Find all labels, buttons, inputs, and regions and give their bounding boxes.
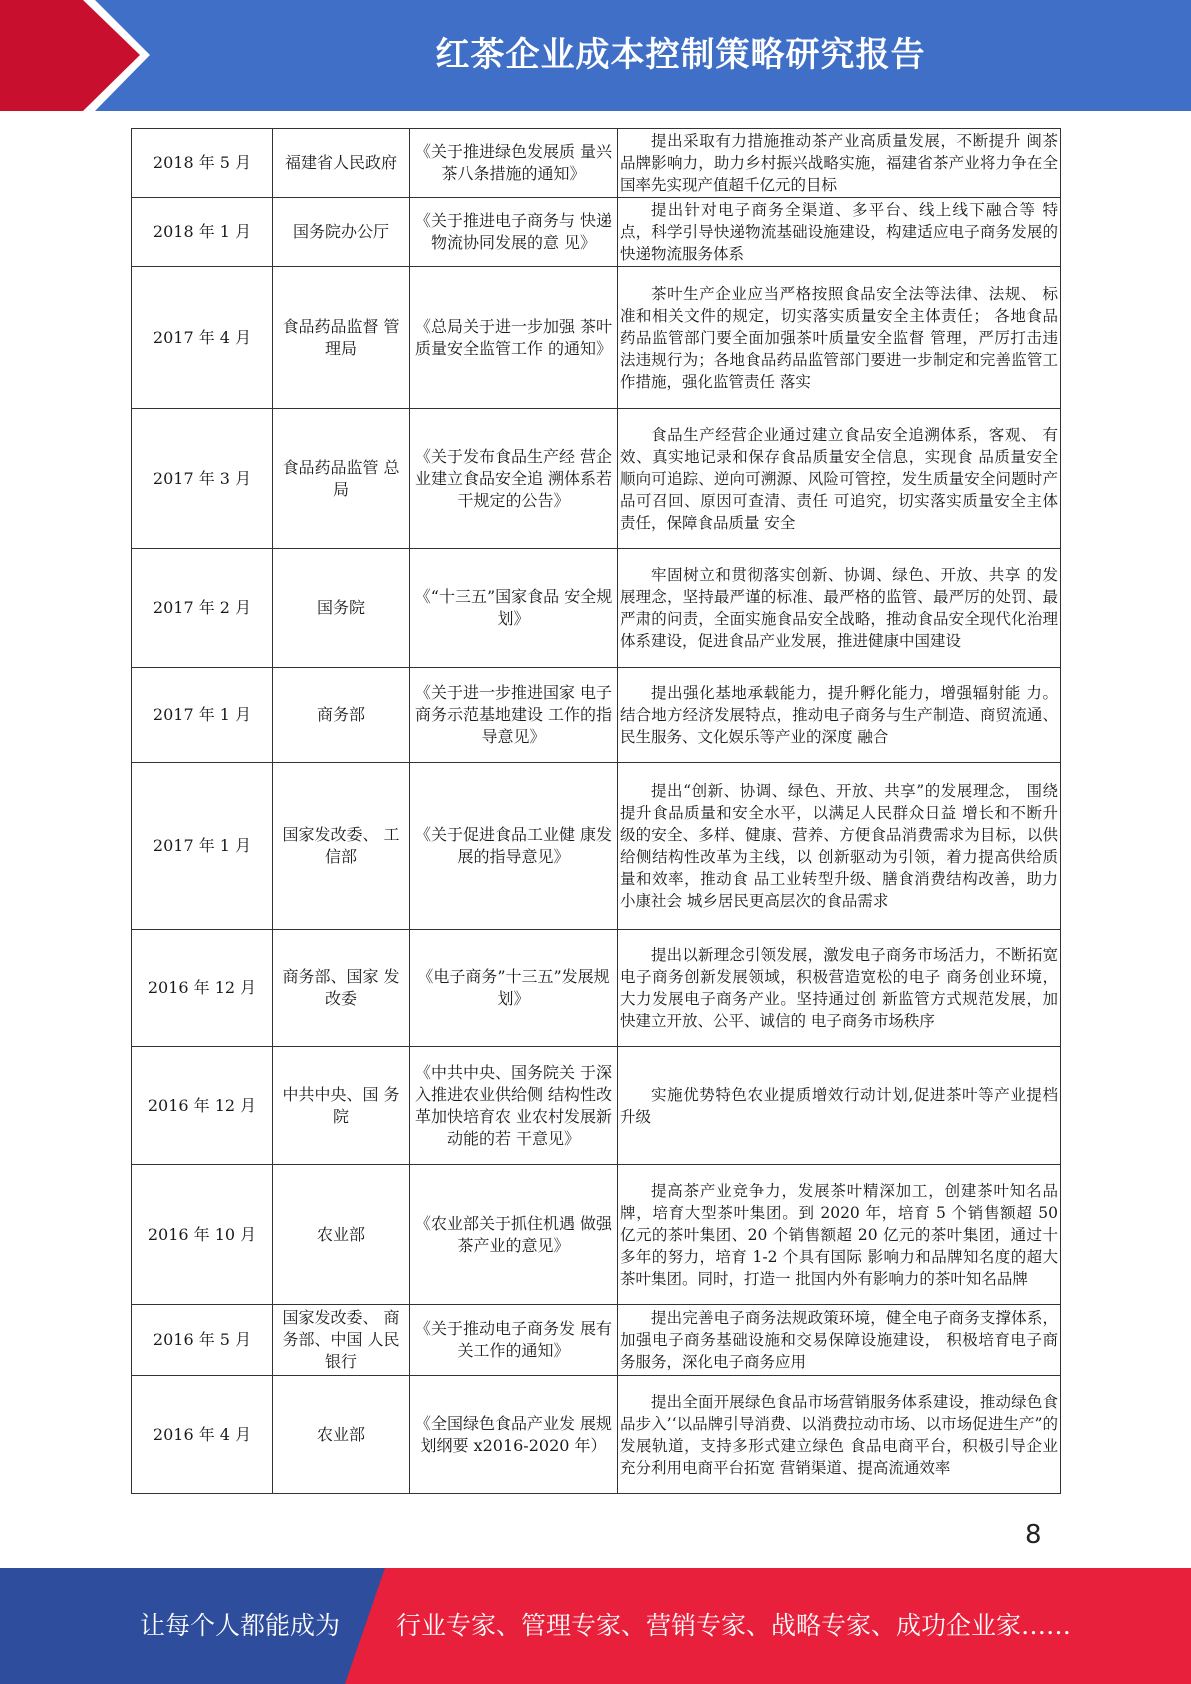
date-cell: 2018 年 5 月 [132, 129, 273, 198]
date-cell: 2016 年 12 月 [132, 930, 273, 1047]
policy-table-container [131, 128, 1060, 1494]
content-cell: 实施优势特色农业提质增效行动计划,促进茶叶等产业提档升级 [618, 1047, 1061, 1165]
page-number: 8 [1025, 1520, 1042, 1550]
org-cell: 中共中央、国 务院 [273, 1047, 410, 1165]
header-chevron-red [0, 0, 140, 111]
table-row [132, 1165, 1061, 1305]
content-cell: 茶叶生产企业应当严格按照食品安全法等法律、法规、 标准和相关文件的规定，切实落实质量安全主体责任； 各地食品药品监管部门要全面加强茶叶质量安全监督 管理，严厉打击违法违规行为；各地食品药品监管部门要进一步制定和完善监管工作措施，强化监管责任 落实 [618, 267, 1061, 409]
document-cell: 《关于进一步推进国家 电子商务示范基地建设 工作的指导意见》 [410, 668, 618, 763]
document-cell: 《关于发布食品生产经 营企业建立食品安全追 溯体系若干规定的公告》 [410, 409, 618, 549]
table-row [132, 1376, 1061, 1494]
org-cell: 商务部、国家 发改委 [273, 930, 410, 1047]
content-cell: 食品生产经营企业通过建立食品安全追溯体系，客观、 有效、真实地记录和保存食品质量安全信息，实现食 品质量安全顺向可追踪、逆向可溯源、风险可管控，发生质量安全问题时产品可召回、原因可查清、责任 可追究，切实落实质量安全主体责任，保障食品质量 安全 [618, 409, 1061, 549]
document-cell: 《关于促进食品工业健 康发展的指导意见》 [410, 763, 618, 930]
date-cell: 2017 年 1 月 [132, 763, 273, 930]
document-cell: 《关于推进电子商务与 快递物流协同发展的意 见》 [410, 198, 618, 267]
content-cell: 提出针对电子商务全渠道、多平台、线上线下融合等 特点，科学引导快递物流基础设施建设，构建适应电子商务发展的快递物流服务体系 [618, 198, 1061, 267]
table-row [132, 198, 1061, 267]
table-row [132, 267, 1061, 409]
footer-slogan-right: 行业专家、管理专家、营销专家、战略专家、成功企业家…… [396, 1611, 1072, 1640]
org-cell: 国家发改委、 商务部、中国 人民银行 [273, 1305, 410, 1376]
org-cell: 食品药品监督 管理局 [273, 267, 410, 409]
document-cell: 《全国绿色食品产业发 展规划纲要 x2016-2020 年） [410, 1376, 618, 1494]
table-row [132, 549, 1061, 668]
content-cell: 提出强化基地承载能力，提升孵化能力，增强辐射能 力。结合地方经济发展特点，推动电子商务与生产制造、商贸流通、民生服务、文化娱乐等产业的深度 融合 [618, 668, 1061, 763]
org-cell: 国家发改委、 工信部 [273, 763, 410, 930]
page-header [0, 0, 1191, 111]
report-title: 红茶企业成本控制策略研究报告 [435, 35, 926, 75]
date-cell: 2017 年 2 月 [132, 549, 273, 668]
date-cell: 2017 年 3 月 [132, 409, 273, 549]
document-cell: 《总局关于进一步加强 茶叶质量安全监管工作 的通知》 [410, 267, 618, 409]
document-cell: 《关于推进绿色发展质 量兴茶八条措施的通知》 [410, 129, 618, 198]
document-cell: 《关于推动电子商务发 展有关工作的通知》 [410, 1305, 618, 1376]
table-row [132, 1047, 1061, 1165]
table-row [132, 763, 1061, 930]
content-cell: 提出采取有力措施推动茶产业高质量发展，不断提升 闽茶品牌影响力，助力乡村振兴战略实施，福建省茶产业将力争在全国率先实现产值超千亿元的目标 [618, 129, 1061, 198]
content-cell: 提出以新理念引领发展，激发电子商务市场活力，不断拓宽电子商务创新发展领域，积极营造宽松的电子 商务创业环境，大力发展电子商务产业。坚持通过创 新监管方式规范发展，加快建立开放、公平、诚信的 电子商务市场秩序 [618, 930, 1061, 1047]
table-row [132, 1305, 1061, 1376]
date-cell: 2016 年 12 月 [132, 1047, 273, 1165]
org-cell: 农业部 [273, 1165, 410, 1305]
content-cell: 提出“创新、协调、绿色、开放、共享”的发展理念， 围绕提升食品质量和安全水平，以满足人民群众日益 增长和不断升级的安全、多样、健康、营养、方便食品消费需求为目标，以供给侧结构性改革为主线，以 创新驱动为引领，着力提高供给质量和效率，推动食 品工业转型升级、膳食消费结构改善，助力小康社会 城乡居民更高层次的食品需求 [618, 763, 1061, 930]
date-cell: 2016 年 10 月 [132, 1165, 273, 1305]
date-cell: 2017 年 1 月 [132, 668, 273, 763]
org-cell: 食品药品监管 总局 [273, 409, 410, 549]
org-cell: 商务部 [273, 668, 410, 763]
date-cell: 2018 年 1 月 [132, 198, 273, 267]
table-row [132, 409, 1061, 549]
footer-slogan-left: 让每个人都能成为 [140, 1611, 341, 1640]
table-row [132, 930, 1061, 1047]
table-row [132, 668, 1061, 763]
document-cell: 《中共中央、国务院关 于深入推进农业供给侧 结构性改革加快培育农 业农村发展新动能的若 干意见》 [410, 1047, 618, 1165]
org-cell: 国务院办公厅 [273, 198, 410, 267]
document-cell: 《农业部关于抓住机遇 做强茶产业的意见》 [410, 1165, 618, 1305]
page-footer [0, 1568, 1191, 1684]
document-cell: 《电子商务”十三五”发展规划》 [410, 930, 618, 1047]
date-cell: 2016 年 4 月 [132, 1376, 273, 1494]
table-row [132, 129, 1061, 198]
date-cell: 2016 年 5 月 [132, 1305, 273, 1376]
org-cell: 国务院 [273, 549, 410, 668]
content-cell: 提出完善电子商务法规政策环境，健全电子商务支撑体系，加强电子商务基础设施和交易保障设施建设， 积极培育电子商务服务，深化电子商务应用 [618, 1305, 1061, 1376]
content-cell: 提高茶产业竞争力，发展茶叶精深加工，创建茶叶知名品牌，培育大型茶叶集团。到 2020 年，培育 5 个销售额超 50 亿元的茶叶集团、20 个销售额超 20 亿元的茶叶集团，通过十多年的努力，培育 1-2 个具有国际 影响力和品牌知名度的超大茶叶集团。同时，打造一 批国内外有影响力的茶叶知名品牌 [618, 1165, 1061, 1305]
policy-table [131, 128, 1061, 1494]
org-cell: 福建省人民政府 [273, 129, 410, 198]
document-cell: 《“十三五”国家食品 安全规划》 [410, 549, 618, 668]
org-cell: 农业部 [273, 1376, 410, 1494]
content-cell: 牢固树立和贯彻落实创新、协调、绿色、开放、共享 的发展理念，坚持最严谨的标准、最严格的监管、最严厉的处罚、最严肃的问责，全面实施食品安全战略，推动食品安全现代化治理体系建设，促进食品产业发展，推进健康中国建设 [618, 549, 1061, 668]
content-cell: 提出全面开展绿色食品市场营销服务体系建设，推动绿色食品步入’‘以品牌引导消费、以消费拉动市场、以市场促进生产”的发展轨道，支持多形式建立绿色 食品电商平台，积极引导企业充分利用电商平台拓宽 营销渠道、提高流通效率 [618, 1376, 1061, 1494]
date-cell: 2017 年 4 月 [132, 267, 273, 409]
